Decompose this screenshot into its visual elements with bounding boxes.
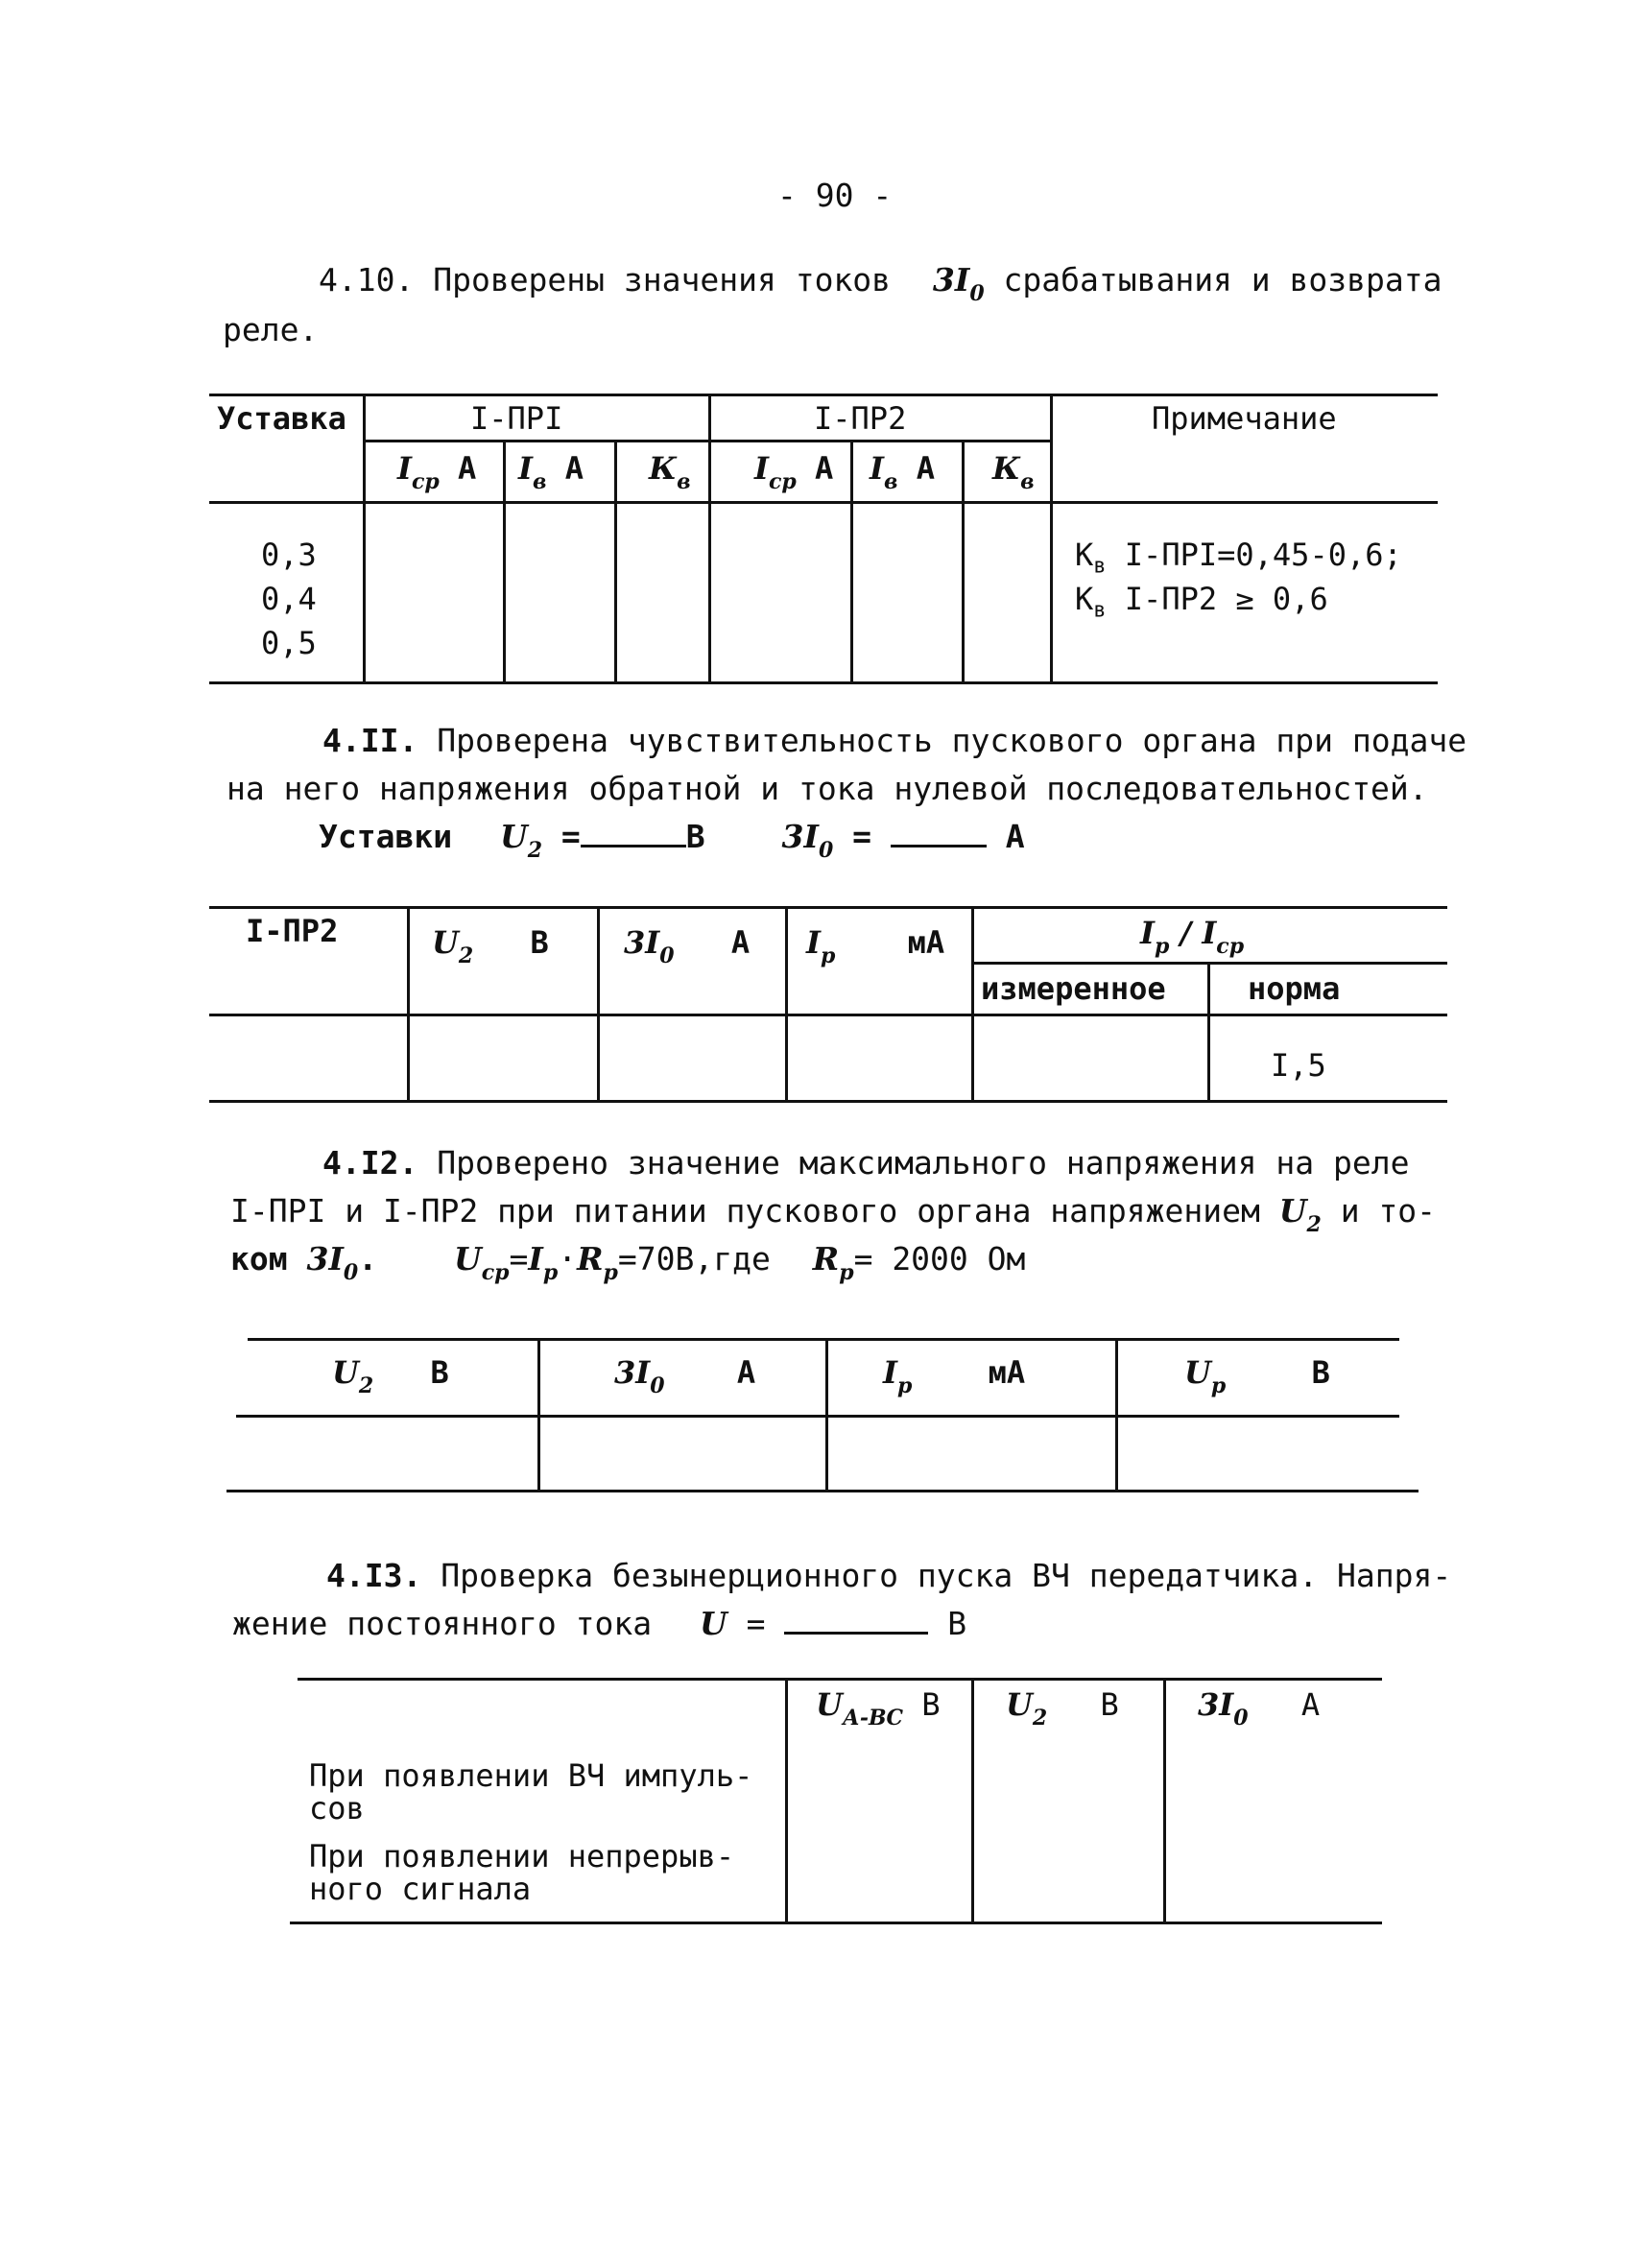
row-label-pulses: При появлении ВЧ импуль- [309,1757,753,1794]
row-label-continuous-cont: ного сигнала [309,1871,532,1907]
setting-value: 0,4 [261,581,317,617]
col-3i0: $3I_0$ А [624,924,751,968]
setting-value: 0,5 [261,625,317,661]
section-4-12-line2: I-ПРI и I-ПР2 при питании пускового органа напряжением $U_2$ и то- [230,1192,1437,1237]
section-4-11-settings: Уставки $U_2 = В$ $3I_0 = А$ [319,818,1025,863]
subcol-kb-2: $К_в$ [992,450,1035,494]
note-line-1: $К_в$ I-ПРI=0,45-0,6; [1075,537,1402,579]
col-up: $U_р$ В [1184,1354,1330,1398]
note-line-2: $К_в$ I-ПР2 ≥ 0,6 [1075,581,1328,623]
col-group-1: I-ПРI [470,400,563,437]
section-4-11-line2: на него напряжения обратной и тока нулевой последовательностей. [226,770,1428,807]
subcol-ib-2: $I_в$ А [870,450,935,494]
col-norm: норма [1248,970,1341,1007]
subcol-ib-1: $I_в$ А [518,450,584,494]
section-4-13-line2: жение постоянного тока U = В [232,1605,967,1642]
section-4-13-line1: 4.I3. Проверка безынерционного пуска ВЧ передатчика. Напря- [326,1557,1452,1594]
section-4-11-line1: 4.II. Проверена чувствительность пускового органа при подаче [322,722,1467,759]
col-3i0: $3I_0$ А [1198,1686,1321,1731]
row-label-pulses-cont: сов [309,1790,365,1826]
col-ip: $I_р$ мА [883,1354,1026,1398]
col-3i0: $3I_0$ А [614,1354,756,1398]
col-ip: $I_р$ мА [806,924,945,968]
section-4-10-line2: реле. [223,311,319,348]
col-ua-bc: $U_{А-ВС}$ В [816,1686,941,1731]
col-u2: $U_2$ В [1006,1686,1119,1731]
col-note: Примечание [1152,400,1337,437]
col-relay: I-ПР2 [246,913,339,949]
subcol-icp-2: $I_{ср}$ А [754,450,834,494]
col-ratio: $I_р / I_{ср}$ [1140,915,1245,959]
row-label-continuous: При появлении непрерыв- [309,1838,735,1874]
col-setting: Уставка [217,400,346,437]
section-4-10-line1: 4.10. Проверены значения токов $3I_0$ срабатывания и возврата [319,261,1442,306]
col-u2: $U_2$ В [432,924,549,968]
section-4-12-line3: ком $3I_0$. $U_{ср}=I_р\cdot R_р=70В,где$ $R_р= 2000$ Ом [230,1240,1026,1285]
setting-value: 0,3 [261,537,317,573]
section-4-12-line1: 4.I2. Проверено значение максимального напряжения на реле [322,1144,1410,1182]
col-group-2: I-ПР2 [814,400,907,437]
subcol-icp-1: $I_{ср}$ А [397,450,477,494]
col-measured: измеренное [981,970,1166,1007]
norm-value: I,5 [1271,1047,1326,1084]
col-u2: $U_2$ В [332,1354,449,1398]
subcol-kb-1: $К_в$ [649,450,691,494]
page-number: - 90 - [777,177,893,214]
